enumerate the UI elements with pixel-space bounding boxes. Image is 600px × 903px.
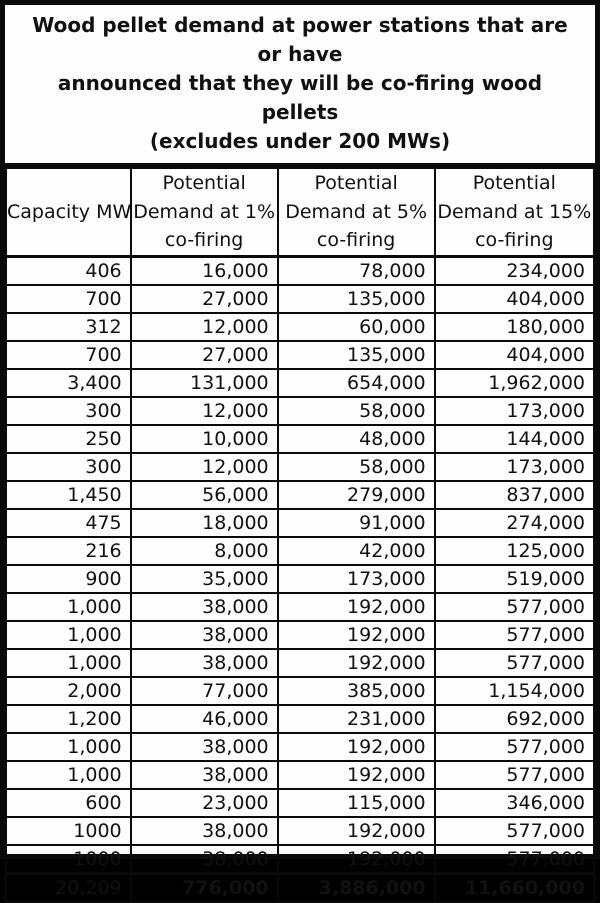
demand-1pct-cell: 38,000	[131, 733, 278, 761]
demand-5pct-cell: 78,000	[278, 257, 435, 286]
column-header-demand-15pct	[435, 168, 594, 257]
demand-15pct-cell: 404,000	[435, 285, 594, 313]
demand-1pct-cell: 38,000	[131, 817, 278, 845]
demand-15pct-cell: 577,000	[435, 649, 594, 677]
total-capacity-cell: 20,209	[6, 874, 131, 903]
demand-15pct-cell: 1,962,000	[435, 369, 594, 397]
demand-15pct-cell: 234,000	[435, 257, 594, 286]
header-line: Potential	[162, 172, 246, 195]
title-line-2: announced that they will be co-firing wood pellets	[57, 71, 543, 124]
demand-table	[5, 167, 595, 903]
demand-1pct-cell: 27,000	[131, 341, 278, 369]
demand-1pct-cell: 131,000	[131, 369, 278, 397]
capacity-cell: 2,000	[6, 677, 131, 705]
table-row	[6, 817, 594, 845]
demand-15pct-cell: 577,000	[435, 845, 594, 874]
header-row	[6, 168, 594, 257]
table-row	[6, 453, 594, 481]
demand-15pct-cell: 837,000	[435, 481, 594, 509]
demand-15pct-cell: 577,000	[435, 621, 594, 649]
table-header	[6, 168, 594, 257]
demand-15pct-cell: 173,000	[435, 453, 594, 481]
demand-5pct-cell: 192,000	[278, 621, 435, 649]
demand-15pct-cell: 1,154,000	[435, 677, 594, 705]
table-row	[6, 285, 594, 313]
demand-1pct-cell: 27,000	[131, 285, 278, 313]
capacity-cell: 1000	[6, 845, 131, 874]
demand-1pct-cell: 12,000	[131, 453, 278, 481]
demand-5pct-cell: 115,000	[278, 789, 435, 817]
table-row	[6, 621, 594, 649]
capacity-cell: 1,000	[6, 733, 131, 761]
demand-5pct-cell: 60,000	[278, 313, 435, 341]
header-line: co-firing	[316, 229, 396, 252]
demand-5pct-cell: 135,000	[278, 285, 435, 313]
capacity-cell: 700	[6, 341, 131, 369]
table-row	[6, 397, 594, 425]
demand-5pct-cell: 654,000	[278, 369, 435, 397]
table-row	[6, 789, 594, 817]
capacity-cell: 406	[6, 257, 131, 286]
header-line: Demand at 15%	[437, 200, 592, 223]
capacity-cell: 300	[6, 397, 131, 425]
capacity-cell: 600	[6, 789, 131, 817]
table-row	[6, 649, 594, 677]
column-header-demand-5pct	[278, 168, 435, 257]
capacity-cell: 1,200	[6, 705, 131, 733]
demand-15pct-cell: 519,000	[435, 565, 594, 593]
title-line-3: (excludes under 200 MWs)	[149, 129, 451, 153]
column-header-demand-1pct	[131, 168, 278, 257]
table-title	[5, 5, 595, 167]
demand-5pct-cell: 192,000	[278, 649, 435, 677]
demand-15pct-cell: 173,000	[435, 397, 594, 425]
demand-1pct-cell: 8,000	[131, 537, 278, 565]
demand-15pct-cell: 404,000	[435, 341, 594, 369]
table-row	[6, 705, 594, 733]
total-demand-1pct-cell: 776,000	[131, 874, 278, 903]
demand-5pct-cell: 279,000	[278, 481, 435, 509]
total-demand-15pct-cell: 11,660,000	[435, 874, 594, 903]
demand-5pct-cell: 192,000	[278, 817, 435, 845]
demand-15pct-cell: 144,000	[435, 425, 594, 453]
demand-5pct-cell: 192,000	[278, 593, 435, 621]
table-row	[6, 761, 594, 789]
capacity-cell: 1,450	[6, 481, 131, 509]
demand-1pct-cell: 10,000	[131, 425, 278, 453]
header-line: Potential	[472, 172, 556, 195]
demand-1pct-cell: 38,000	[131, 621, 278, 649]
demand-1pct-cell: 18,000	[131, 509, 278, 537]
table-row	[6, 425, 594, 453]
capacity-cell: 3,400	[6, 369, 131, 397]
demand-1pct-cell: 35,000	[131, 565, 278, 593]
table-row	[6, 481, 594, 509]
table-row	[6, 509, 594, 537]
title-line-1: Wood pellet demand at power stations that are or have	[32, 13, 568, 66]
table-row	[6, 257, 594, 286]
demand-5pct-cell: 91,000	[278, 509, 435, 537]
demand-1pct-cell: 38,000	[131, 761, 278, 789]
table-row	[6, 733, 594, 761]
header-line: co-firing	[164, 229, 244, 252]
table-row	[6, 565, 594, 593]
table-row	[6, 313, 594, 341]
header-line: co-firing	[475, 229, 554, 252]
demand-5pct-cell: 58,000	[278, 453, 435, 481]
capacity-cell: 1,000	[6, 761, 131, 789]
header-line: Potential	[314, 172, 398, 195]
capacity-cell: 312	[6, 313, 131, 341]
table-container	[5, 167, 595, 903]
table-footer	[6, 874, 594, 903]
capacity-cell: 216	[6, 537, 131, 565]
demand-1pct-cell: 77,000	[131, 677, 278, 705]
demand-15pct-cell: 692,000	[435, 705, 594, 733]
capacity-cell: 900	[6, 565, 131, 593]
table-row	[6, 369, 594, 397]
demand-5pct-cell: 48,000	[278, 425, 435, 453]
table-row	[6, 593, 594, 621]
demand-5pct-cell: 58,000	[278, 397, 435, 425]
capacity-cell: 1000	[6, 817, 131, 845]
demand-15pct-cell: 577,000	[435, 593, 594, 621]
demand-15pct-cell: 274,000	[435, 509, 594, 537]
demand-1pct-cell: 46,000	[131, 705, 278, 733]
demand-5pct-cell: 173,000	[278, 565, 435, 593]
demand-15pct-cell: 577,000	[435, 733, 594, 761]
demand-5pct-cell: 135,000	[278, 341, 435, 369]
demand-1pct-cell: 38,000	[131, 845, 278, 874]
capacity-cell: 1,000	[6, 593, 131, 621]
demand-15pct-cell: 577,000	[435, 817, 594, 845]
capacity-cell: 1,000	[6, 649, 131, 677]
demand-1pct-cell: 16,000	[131, 257, 278, 286]
demand-5pct-cell: 385,000	[278, 677, 435, 705]
table-row	[6, 845, 594, 874]
capacity-cell: 475	[6, 509, 131, 537]
demand-5pct-cell: 192,000	[278, 733, 435, 761]
table-row	[6, 677, 594, 705]
demand-5pct-cell: 231,000	[278, 705, 435, 733]
column-header-capacity: Capacity MW	[6, 168, 131, 257]
total-demand-5pct-cell: 3,886,000	[278, 874, 435, 903]
capacity-cell: 300	[6, 453, 131, 481]
demand-15pct-cell: 180,000	[435, 313, 594, 341]
demand-1pct-cell: 12,000	[131, 313, 278, 341]
demand-1pct-cell: 38,000	[131, 593, 278, 621]
table-row	[6, 537, 594, 565]
capacity-cell: 700	[6, 285, 131, 313]
table-row	[6, 341, 594, 369]
demand-5pct-cell: 192,000	[278, 845, 435, 874]
demand-15pct-cell: 125,000	[435, 537, 594, 565]
demand-1pct-cell: 12,000	[131, 397, 278, 425]
demand-5pct-cell: 192,000	[278, 761, 435, 789]
demand-5pct-cell: 42,000	[278, 537, 435, 565]
header-line: Demand at 1%	[133, 200, 276, 223]
capacity-cell: 250	[6, 425, 131, 453]
demand-1pct-cell: 56,000	[131, 481, 278, 509]
demand-15pct-cell: 346,000	[435, 789, 594, 817]
demand-1pct-cell: 23,000	[131, 789, 278, 817]
demand-15pct-cell: 577,000	[435, 761, 594, 789]
table-body	[6, 257, 594, 874]
total-row	[6, 874, 594, 903]
demand-1pct-cell: 38,000	[131, 649, 278, 677]
header-line: Demand at 5%	[285, 200, 428, 223]
capacity-cell: 1,000	[6, 621, 131, 649]
